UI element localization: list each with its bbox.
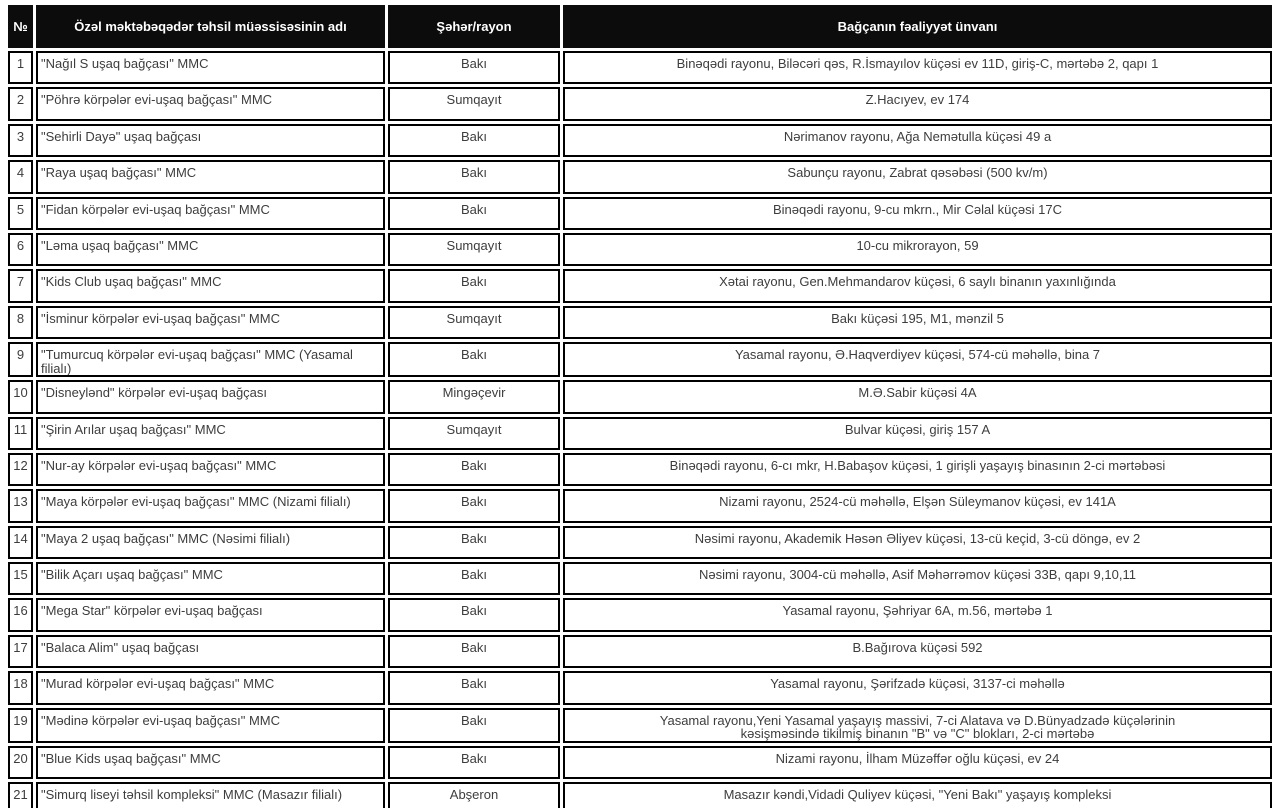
city-cell: Bakı — [388, 671, 560, 704]
table-row — [8, 598, 1272, 631]
row-number: 20 — [8, 746, 33, 779]
address-cell: Yasamal rayonu, Şərifzadə küçəsi, 3137-ci məhəllə — [563, 671, 1272, 704]
column-header-number: № — [8, 5, 33, 48]
address-cell: Binəqədi rayonu, Biləcəri qəs, R.İsmayılov küçəsi ev 11D, giriş-C, mərtəbə 2, qapı 1 — [563, 51, 1272, 84]
city-cell: Sumqayıt — [388, 306, 560, 339]
table-row — [8, 782, 1272, 808]
table-row — [8, 306, 1272, 339]
row-number: 5 — [8, 197, 33, 230]
address-cell: Binəqədi rayonu, 9-cu mkrn., Mir Cəlal küçəsi 17C — [563, 197, 1272, 230]
institution-name: "Maya körpələr evi-uşaq bağçası" MMC (Nizami filialı) — [36, 489, 385, 522]
institutions-table — [5, 2, 1275, 808]
row-number: 9 — [8, 342, 33, 377]
table-row — [8, 635, 1272, 668]
column-header-address: Bağçanın fəaliyyət ünvanı — [563, 5, 1272, 48]
city-cell: Bakı — [388, 197, 560, 230]
address-cell: Nizami rayonu, İlham Müzəffər oğlu küçəsi, ev 24 — [563, 746, 1272, 779]
row-number: 21 — [8, 782, 33, 808]
address-cell: Xətai rayonu, Gen.Mehmandarov küçəsi, 6 saylı binanın yaxınlığında — [563, 269, 1272, 302]
institution-name: "Şirin Arılar uşaq bağçası" MMC — [36, 417, 385, 450]
table-row — [8, 562, 1272, 595]
table-row — [8, 453, 1272, 486]
institution-name: "Tumurcuq körpələr evi-uşaq bağçası" MMC (Yasamal filialı) — [36, 342, 385, 377]
address-cell: B.Bağırova küçəsi 592 — [563, 635, 1272, 668]
institution-name: "Bilik Açarı uşaq bağçası" MMC — [36, 562, 385, 595]
address-cell: Nəsimi rayonu, 3004-cü məhəllə, Asif Məhərrəmov küçəsi 33B, qapı 9,10,11 — [563, 562, 1272, 595]
address-cell: Nəsimi rayonu, Akademik Həsən Əliyev küçəsi, 13-cü keçid, 3-cü döngə, ev 2 — [563, 526, 1272, 559]
table-row — [8, 746, 1272, 779]
institution-name: "Blue Kids uşaq bağçası" MMC — [36, 746, 385, 779]
city-cell: Bakı — [388, 635, 560, 668]
institution-name: "Ləma uşaq bağçası" MMC — [36, 233, 385, 266]
table-row — [8, 708, 1272, 743]
table-row — [8, 160, 1272, 193]
row-number: 8 — [8, 306, 33, 339]
address-cell: M.Ə.Sabir küçəsi 4A — [563, 380, 1272, 413]
table-row — [8, 269, 1272, 302]
header-row — [8, 5, 1272, 48]
row-number: 7 — [8, 269, 33, 302]
row-number: 15 — [8, 562, 33, 595]
institution-name: "Maya 2 uşaq bağçası" MMC (Nəsimi filialı) — [36, 526, 385, 559]
institution-name: "Kids Club uşaq bağçası" MMC — [36, 269, 385, 302]
city-cell: Sumqayıt — [388, 233, 560, 266]
address-cell: Bakı küçəsi 195, M1, mənzil 5 — [563, 306, 1272, 339]
table-row — [8, 51, 1272, 84]
row-number: 12 — [8, 453, 33, 486]
address-cell: Yasamal rayonu, Ə.Haqverdiyev küçəsi, 574-cü məhəllə, bina 7 — [563, 342, 1272, 377]
city-cell: Bakı — [388, 598, 560, 631]
table-row — [8, 489, 1272, 522]
institution-name: "Balaca Alim" uşaq bağçası — [36, 635, 385, 668]
row-number: 10 — [8, 380, 33, 413]
column-header-city: Şəhər/rayon — [388, 5, 560, 48]
table-body — [8, 51, 1272, 808]
city-cell: Bakı — [388, 51, 560, 84]
row-number: 4 — [8, 160, 33, 193]
institution-name: "Mega Star" körpələr evi-uşaq bağçası — [36, 598, 385, 631]
city-cell: Bakı — [388, 453, 560, 486]
row-number: 3 — [8, 124, 33, 157]
institution-name: "Disneylənd" körpələr evi-uşaq bağçası — [36, 380, 385, 413]
city-cell: Bakı — [388, 489, 560, 522]
address-cell: Nərimanov rayonu, Ağa Nemətulla küçəsi 49 a — [563, 124, 1272, 157]
city-cell: Sumqayıt — [388, 417, 560, 450]
institution-name: "Raya uşaq bağçası" MMC — [36, 160, 385, 193]
table-row — [8, 342, 1272, 377]
row-number: 1 — [8, 51, 33, 84]
city-cell: Bakı — [388, 269, 560, 302]
institution-name: "İsminur körpələr evi-uşaq bağçası" MMC — [36, 306, 385, 339]
table-row — [8, 526, 1272, 559]
address-cell: Yasamal rayonu,Yeni Yasamal yaşayış massivi, 7-ci Alatava və D.Bünyadzadə küçələrinin kəsişməsində tikilmiş binanın "B" və "C" blokları, 2-ci mərtəbə — [563, 708, 1272, 743]
row-number: 14 — [8, 526, 33, 559]
column-header-institution-name: Özəl məktəbəqədər təhsil müəssisəsinin adı — [36, 5, 385, 48]
city-cell: Bakı — [388, 342, 560, 377]
city-cell: Mingəçevir — [388, 380, 560, 413]
row-number: 19 — [8, 708, 33, 743]
table-row — [8, 124, 1272, 157]
address-cell: Binəqədi rayonu, 6-cı mkr, H.Babaşov küçəsi, 1 girişli yaşayış binasının 2-ci mərtəbəsi — [563, 453, 1272, 486]
table-row — [8, 417, 1272, 450]
city-cell: Bakı — [388, 124, 560, 157]
table-row — [8, 671, 1272, 704]
address-cell: Bulvar küçəsi, giriş 157 A — [563, 417, 1272, 450]
address-cell: Sabunçu rayonu, Zabrat qəsəbəsi (500 kv/m) — [563, 160, 1272, 193]
address-cell: Yasamal rayonu, Şəhriyar 6A, m.56, mərtəbə 1 — [563, 598, 1272, 631]
table-header — [8, 5, 1272, 48]
institution-name: "Murad körpələr evi-uşaq bağçası" MMC — [36, 671, 385, 704]
table-row — [8, 87, 1272, 120]
city-cell: Bakı — [388, 562, 560, 595]
address-cell: Masazır kəndi,Vidadi Quliyev küçəsi, "Yeni Bakı" yaşayış kompleksi — [563, 782, 1272, 808]
city-cell: Bakı — [388, 746, 560, 779]
institution-name: "Pöhrə körpələr evi-uşaq bağçası" MMC — [36, 87, 385, 120]
institution-name: "Simurq liseyi təhsil kompleksi" MMC (Masazır filialı) — [36, 782, 385, 808]
row-number: 13 — [8, 489, 33, 522]
row-number: 11 — [8, 417, 33, 450]
city-cell: Bakı — [388, 160, 560, 193]
address-cell: 10-cu mikrorayon, 59 — [563, 233, 1272, 266]
table-row — [8, 380, 1272, 413]
row-number: 6 — [8, 233, 33, 266]
address-cell: Z.Hacıyev, ev 174 — [563, 87, 1272, 120]
city-cell: Bakı — [388, 526, 560, 559]
address-cell: Nizami rayonu, 2524-cü məhəllə, Elşən Süleymanov küçəsi, ev 141A — [563, 489, 1272, 522]
city-cell: Abşeron — [388, 782, 560, 808]
row-number: 17 — [8, 635, 33, 668]
institution-name: "Fidan körpələr evi-uşaq bağçası" MMC — [36, 197, 385, 230]
institution-name: "Nur-ay körpələr evi-uşaq bağçası" MMC — [36, 453, 385, 486]
institution-name: "Sehirli Dayə" uşaq bağçası — [36, 124, 385, 157]
institution-name: "Nağıl S uşaq bağçası" MMC — [36, 51, 385, 84]
institution-name: "Mədinə körpələr evi-uşaq bağçası" MMC — [36, 708, 385, 743]
row-number: 2 — [8, 87, 33, 120]
row-number: 18 — [8, 671, 33, 704]
row-number: 16 — [8, 598, 33, 631]
table-row — [8, 233, 1272, 266]
city-cell: Sumqayıt — [388, 87, 560, 120]
table-row — [8, 197, 1272, 230]
city-cell: Bakı — [388, 708, 560, 743]
